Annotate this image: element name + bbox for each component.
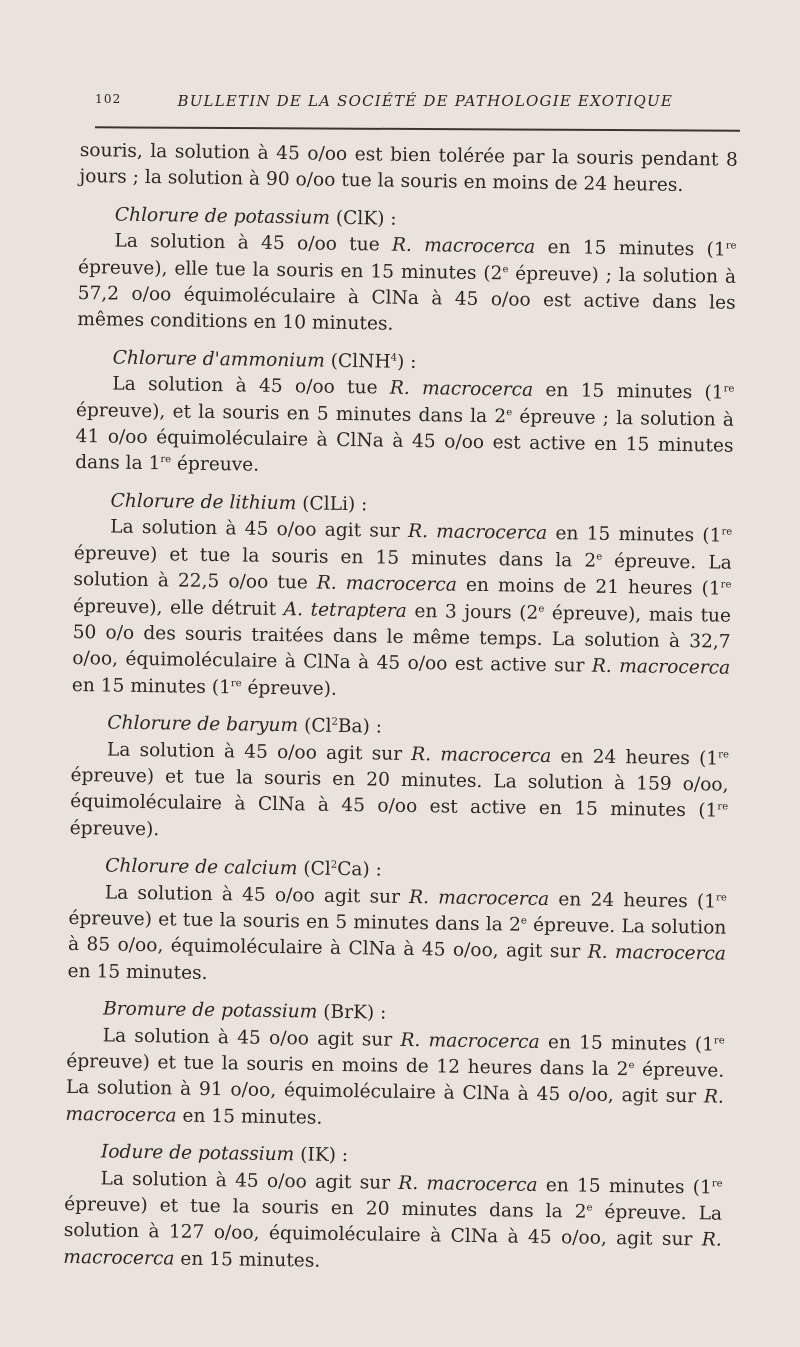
- page-number: 102: [95, 92, 122, 106]
- header-rule: [95, 126, 740, 131]
- section-heading: Chlorure de potassium (ClK) :: [114, 204, 397, 230]
- section-paragraph: La solution à 45 o/oo agit sur R. macrocerca en 15 minutes (1re épreuve) et tue la souris en 15 minutes dans la 2e épreuve. La solution à 22,5 o/oo tue R. macrocerca en moins de 21 heures (1re épreuve), elle détruit A. tetraptera en 3 jours (2e épreuve), mais tue 50 o/o des souris traitées dans le même temps. La solution à 32,7 o/oo, équimoléculaire à ClNa à 45 o/oo est active sur R. macrocerca en 15 minutes (1re épreuve).: [71, 516, 733, 700]
- section-paragraph: La solution à 45 o/oo agit sur R. macrocerca en 15 minutes (1re épreuve) et tue la souris en 20 minutes dans la 2e épreuve. La solution à 127 o/oo, équimoléculaire à ClNa à 45 o/oo, agit sur R. macrocerca en 15 minutes.: [63, 1168, 723, 1272]
- section-heading: Chlorure de baryum (Cl$^2$Ba) :: [107, 712, 383, 738]
- section-paragraph: La solution à 45 o/oo agit sur R. macrocerca en 24 heures (1re épreuve) et tue la souris en 20 minutes. La solution à 159 o/oo, équimoléculaire à ClNa à 45 o/oo est active en 15 minutes (1re épreuve).: [69, 738, 729, 840]
- section-paragraph: La solution à 45 o/oo agit sur R. macrocerca en 24 heures (1re épreuve) et tue la souris en 5 minutes dans la 2e épreuve. La solution à 85 o/oo, équimoléculaire à ClNa à 45 o/oo, agit sur R. macrocerca en 15 minutes.: [67, 882, 727, 984]
- running-title: BULLETIN DE LA SOCIÉTÉ DE PATHOLOGIE EXOTIQUE: [177, 92, 674, 110]
- section-heading: Chlorure de calcium (Cl$^2$Ca) :: [105, 855, 383, 881]
- running-header: [95, 92, 745, 110]
- section-heading: Chlorure de lithium (ClLi) :: [110, 490, 368, 516]
- section-paragraph: La solution à 45 o/oo agit sur R. macrocerca en 15 minutes (1re épreuve) et tue la souris en moins de 12 heures dans la 2e épreuve. La solution à 91 o/oo, équimoléculaire à ClNa à 45 o/oo, agit sur R. macrocerca en 15 minutes.: [65, 1025, 725, 1129]
- intro-paragraph: souris, la solution à 45 o/oo est bien tolérée par la souris pendant 8 jours ; la solution à 90 o/oo tue la souris en moins de 24 heures.: [79, 139, 738, 197]
- section-paragraph: La solution à 45 o/oo tue R. macrocerca en 15 minutes (1re épreuve), elle tue la souris en 15 minutes (2e épreuve) ; la solution à 57,2 o/oo équimoléculaire à ClNa à 45 o/oo est active dans les mêmes conditions en 10 minutes.: [77, 230, 737, 336]
- section-heading: Chlorure d'ammonium (ClNH$^4$) :: [112, 347, 417, 373]
- section-heading: Bromure de potassium (BrK) :: [102, 998, 387, 1024]
- section-heading: Iodure de potassium (IK) :: [100, 1141, 349, 1167]
- body-text: [63, 138, 738, 1281]
- section-paragraph: La solution à 45 o/oo tue R. macrocerca en 15 minutes (1re épreuve), et la souris en 5 minutes dans la 2e épreuve ; la solution à 41 o/oo équimoléculaire à ClNa à 45 o/oo est active en 15 minutes dans la 1re épreuve.: [75, 373, 735, 477]
